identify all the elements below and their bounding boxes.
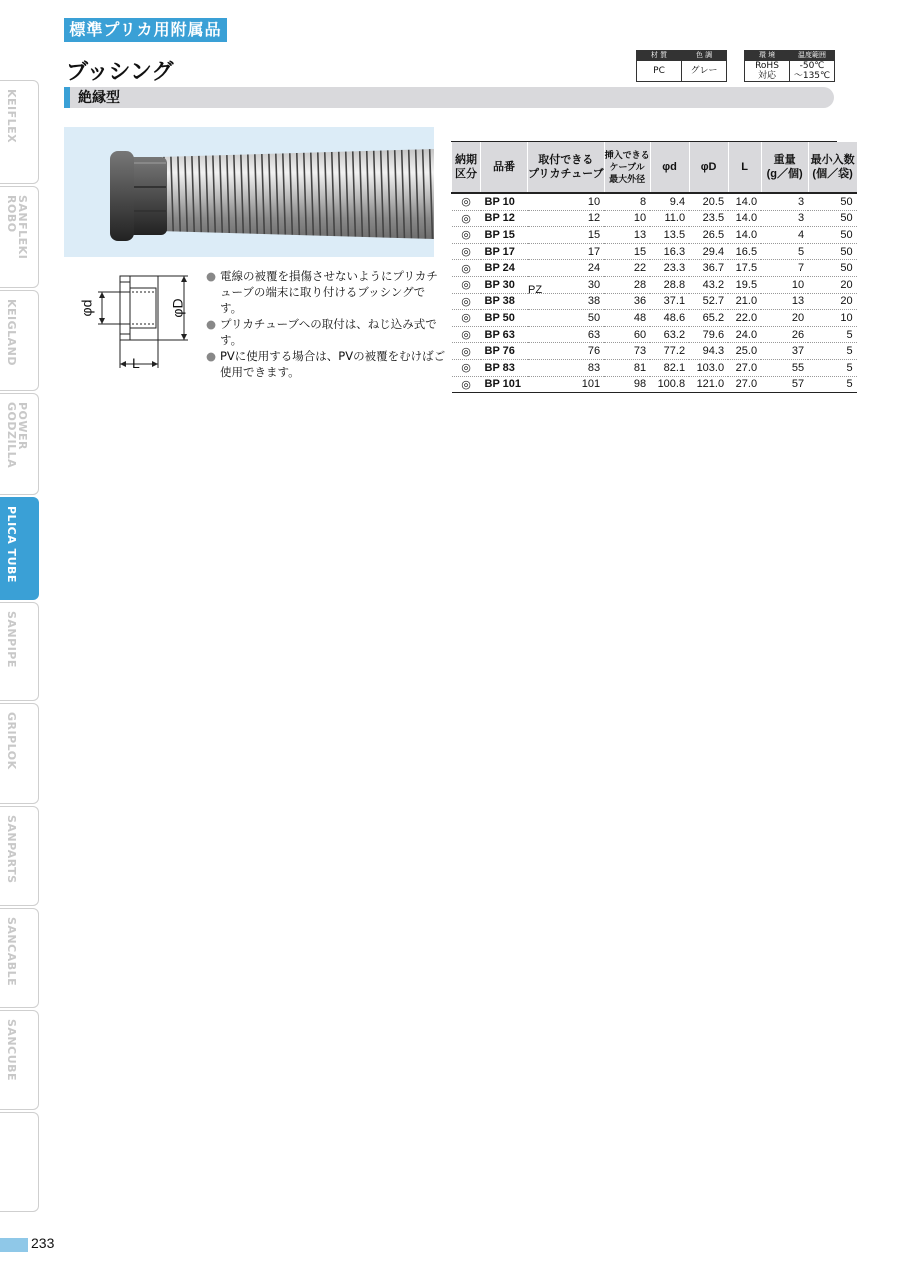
delivery-mark: ◎ [452,326,481,343]
side-tab-label: KEIFLEX [5,89,18,144]
table-cell: 50 [808,193,857,210]
part-number: BP 24 [481,260,528,277]
table-cell: 50 [808,227,857,244]
table-cell: 29.4 [689,243,728,260]
delivery-mark: ◎ [452,310,481,327]
table-cell: 26.5 [689,227,728,244]
col-header: 取付できる プリカチューブ [528,142,605,193]
spec-table-env [744,50,835,82]
table-row [452,343,857,360]
table-cell: 11.0 [650,210,689,227]
table-cell: 94.3 [689,343,728,360]
side-tab-label: GRIPLOK [5,712,18,770]
bullet-icon: ● [206,269,217,283]
spec-label: 色 調 [682,51,727,61]
table-cell: 16.5 [728,243,761,260]
label-L: L [132,355,140,371]
table-cell: 14.0 [728,193,761,210]
part-number: BP 12 [481,210,528,227]
table-cell: 13 [761,293,808,310]
table-row [452,376,857,393]
table-cell: 14.0 [728,210,761,227]
table-cell: 50 [808,210,857,227]
table-cell: 28 [604,276,650,293]
col-header: 挿入できる ケーブル 最大外径 [604,142,650,193]
delivery-mark: ◎ [452,276,481,293]
table-cell: 48.6 [650,310,689,327]
label-phi-D: φD [169,298,186,318]
delivery-mark: ◎ [452,359,481,376]
table-cell: 82.1 [650,359,689,376]
spec-label: 温度範囲 [790,51,835,61]
table-cell: 103.0 [689,359,728,376]
table-cell: 63.2 [650,326,689,343]
delivery-mark: ◎ [452,343,481,360]
delivery-mark: ◎ [452,210,481,227]
table-cell: 24 [528,260,605,277]
table-cell: 101 [528,376,605,393]
description-list [206,268,446,380]
section-marker [64,87,70,108]
tube-type-label: PZ [528,284,543,296]
spec-data-table [451,142,857,393]
table-cell: 77.2 [650,343,689,360]
part-number: BP 83 [481,359,528,376]
delivery-mark: ◎ [452,376,481,393]
col-header: 最小入数 (個／袋) [808,142,857,193]
delivery-mark: ◎ [452,293,481,310]
side-tab-label: SANCUBE [5,1019,18,1082]
side-tab-label: KEIGLAND [5,299,18,367]
table-cell: 60 [604,326,650,343]
table-cell: 50 [808,243,857,260]
table-cell: 5 [808,376,857,393]
table-cell: 55 [761,359,808,376]
table-cell: 25.0 [728,343,761,360]
part-number: BP 101 [481,376,528,393]
part-number: BP 30 [481,276,528,293]
side-tab[interactable] [0,1010,39,1110]
table-cell: 22 [604,260,650,277]
table-cell: 73 [604,343,650,360]
table-cell: 5 [808,326,857,343]
table-cell: 17 [528,243,605,260]
table-cell: 20 [761,310,808,327]
table-cell: 22.0 [728,310,761,327]
table-cell: 13.5 [650,227,689,244]
side-tab[interactable] [0,393,39,495]
side-tab[interactable] [0,602,39,701]
table-cell: 81 [604,359,650,376]
spec-value: RoHS 対応 [745,61,790,82]
table-cell: 23.5 [689,210,728,227]
section-bar [64,87,834,108]
side-tab-label: PLICA TUBE [5,506,18,583]
part-number: BP 15 [481,227,528,244]
table-cell: 4 [761,227,808,244]
part-number: BP 17 [481,243,528,260]
table-cell: 36 [604,293,650,310]
table-cell: 37.1 [650,293,689,310]
table-cell: 79.6 [689,326,728,343]
table-cell: 19.5 [728,276,761,293]
part-number: BP 38 [481,293,528,310]
table-cell: 38 [528,293,605,310]
table-cell: 20 [808,293,857,310]
table-cell: 50 [808,260,857,277]
page-title: ブッシング [66,60,174,85]
table-cell: 16.3 [650,243,689,260]
label-phi-d: φd [78,299,95,317]
table-cell: 26 [761,326,808,343]
page-number: 233 [31,1235,55,1251]
category-badge: 標準プリカ用附属品 [64,18,227,42]
table-cell: 7 [761,260,808,277]
description-item: ● プリカチューブへの取付は、ねじ込み式です。 [206,317,437,347]
product-photo [64,127,434,257]
part-number: BP 76 [481,343,528,360]
col-header: φd [650,142,689,193]
side-tab[interactable] [0,290,39,391]
col-header: 重量 (g／個) [761,142,808,193]
dimension-diagram [80,268,200,378]
table-cell: 24.0 [728,326,761,343]
table-cell: 5 [808,343,857,360]
table-row [452,260,857,277]
table-cell: 10 [761,276,808,293]
table-cell: 52.7 [689,293,728,310]
table-row [452,193,857,210]
side-tab-label: POWER GODZILLA [5,402,29,469]
side-tab[interactable] [0,497,39,600]
description-item: ● 電線の被覆を損傷させないようにプリカチューブの端末に取り付けるブッシングです。 [206,269,438,315]
table-cell: 37 [761,343,808,360]
table-cell: 10 [604,210,650,227]
table-cell: 9.4 [650,193,689,210]
table-row [452,210,857,227]
side-tab[interactable] [0,186,39,288]
table-row [452,293,857,310]
table-cell: 43.2 [689,276,728,293]
delivery-mark: ◎ [452,193,481,210]
table-cell: 3 [761,193,808,210]
table-cell: 48 [604,310,650,327]
section-label: 絶縁型 [78,90,120,106]
table-cell: 83 [528,359,605,376]
table-cell: 98 [604,376,650,393]
spec-value: グレー [682,61,727,82]
table-cell: 5 [761,243,808,260]
table-cell: 57 [761,376,808,393]
table-cell: 13 [604,227,650,244]
table-row [452,243,857,260]
table-cell: 8 [604,193,650,210]
delivery-mark: ◎ [452,260,481,277]
table-cell: 15 [604,243,650,260]
spec-table-material [636,50,727,82]
table-row [452,227,857,244]
side-tab-label: SANCABLE [5,917,18,987]
side-tab-label: SANPARTS [5,815,18,884]
table-cell: 3 [761,210,808,227]
table-cell: 27.0 [728,376,761,393]
delivery-mark: ◎ [452,227,481,244]
part-number: BP 63 [481,326,528,343]
table-cell: 28.8 [650,276,689,293]
spec-label: 材 質 [637,51,682,61]
table-cell: 30 [528,276,605,293]
table-row [452,326,857,343]
side-tab[interactable] [0,1112,39,1212]
table-cell: 100.8 [650,376,689,393]
table-cell: 121.0 [689,376,728,393]
table-cell: 20 [808,276,857,293]
side-tab[interactable] [0,80,39,184]
col-header: 品番 [481,142,528,193]
table-row [452,276,857,293]
side-tab[interactable] [0,908,39,1008]
table-cell: 23.3 [650,260,689,277]
table-cell: 20.5 [689,193,728,210]
table-cell: 10 [808,310,857,327]
table-row [452,359,857,376]
part-number: BP 50 [481,310,528,327]
col-header: φD [689,142,728,193]
page-number-bar [0,1238,28,1252]
bullet-icon: ● [206,349,217,363]
table-cell: 65.2 [689,310,728,327]
delivery-mark: ◎ [452,243,481,260]
table-row [452,310,857,327]
table-cell: 21.0 [728,293,761,310]
side-tab-label: SANPIPE [5,611,18,668]
spec-value: -50℃ ～135℃ [790,61,835,82]
table-cell: 63 [528,326,605,343]
spec-value: PC [637,61,682,82]
table-cell: 36.7 [689,260,728,277]
part-number: BP 10 [481,193,528,210]
table-cell: 10 [528,193,605,210]
col-header: L [728,142,761,193]
table-cell: 14.0 [728,227,761,244]
table-cell: 76 [528,343,605,360]
col-header: 納期 区分 [452,142,481,193]
side-tab[interactable] [0,703,39,804]
description-item: ● PVに使用する場合は、PVの被覆をむけばご使用できます。 [206,349,446,379]
table-cell: 50 [528,310,605,327]
bullet-icon: ● [206,317,217,331]
table-cell: 5 [808,359,857,376]
side-tab[interactable] [0,806,39,906]
table-cell: 17.5 [728,260,761,277]
spec-label: 環 境 [745,51,790,61]
table-cell: 27.0 [728,359,761,376]
table-cell: 15 [528,227,605,244]
table-cell: 12 [528,210,605,227]
side-tab-label: SANFLEKI ROBO [5,195,29,260]
